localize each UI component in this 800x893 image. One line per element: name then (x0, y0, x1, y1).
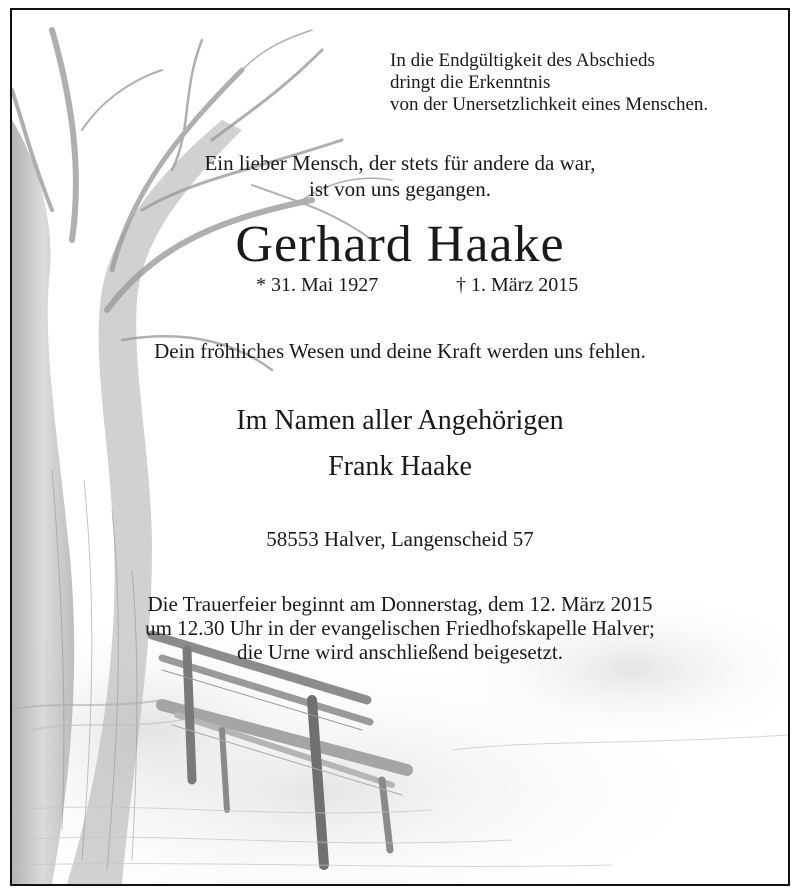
intro-text (12, 150, 788, 202)
farewell-poem (390, 50, 708, 116)
intro-line: Ein lieber Mensch, der stets für andere da war, (204, 151, 596, 175)
family-signoff (12, 398, 788, 490)
memorial-quote: Dein fröhliches Wesen und deine Kraft werden uns fehlen. (154, 339, 646, 363)
obituary-frame (10, 8, 790, 886)
poem-line: von der Unersetzlichkeit eines Menschen. (390, 94, 709, 115)
family-address: 58553 Halver, Langenscheid 57 (266, 527, 534, 551)
signoff-name: Frank Haake (328, 451, 472, 482)
signoff-line: Im Namen aller Angehörigen (236, 405, 564, 436)
poem-line: In die Endgültigkeit des Abschieds (390, 50, 655, 71)
ceremony-line: Die Trauerfeier beginnt am Donnerstag, dem 12. März 2015 (147, 592, 653, 616)
birth-date: * 31. Mai 1927 (256, 274, 379, 296)
ceremony-line: um 12.30 Uhr in der evangelischen Friedhofskapelle Halver; (145, 616, 655, 640)
death-date: † 1. März 2015 (456, 274, 579, 296)
intro-line: ist von uns gegangen. (309, 177, 491, 201)
ceremony-info (12, 592, 788, 664)
deceased-name: Gerhard Haake (235, 216, 565, 273)
ceremony-line: die Urne wird anschließend beigesetzt. (237, 640, 563, 664)
poem-line: dringt die Erkenntnis (390, 72, 551, 93)
